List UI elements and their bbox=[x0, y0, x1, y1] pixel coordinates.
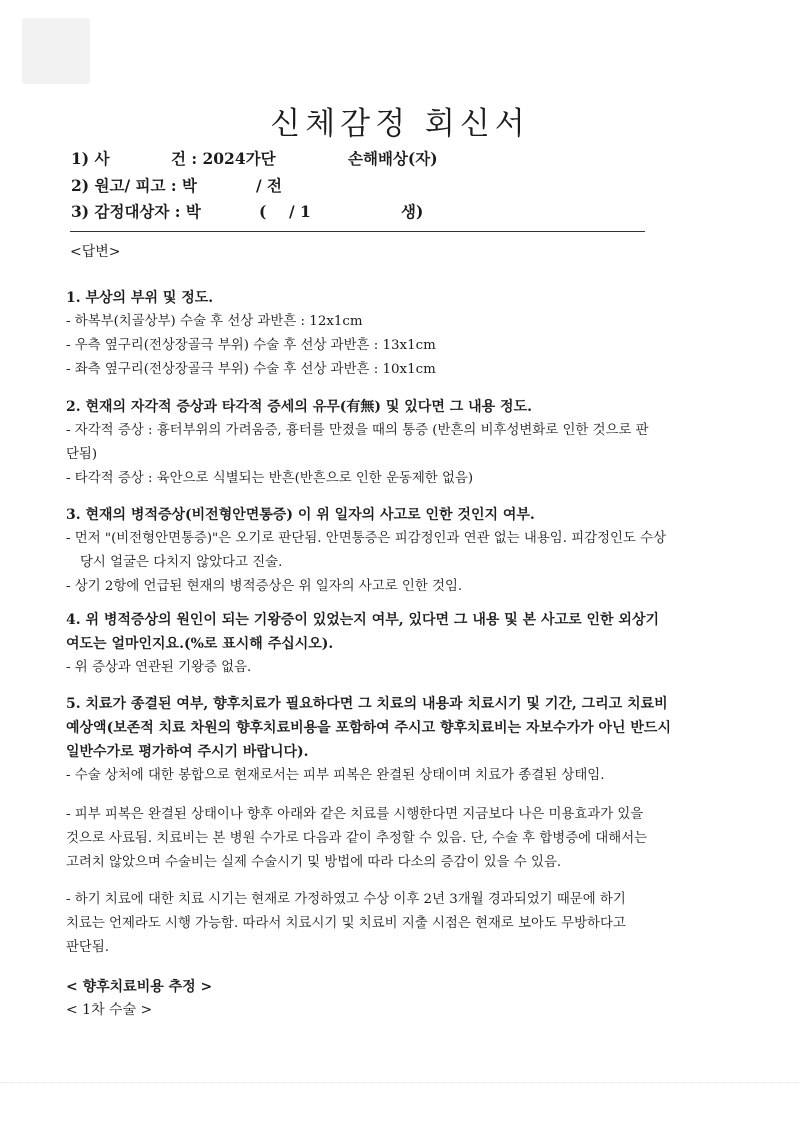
section-5 bbox=[66, 692, 738, 788]
estimate-heading: < 향후치료비용 추정 > bbox=[66, 979, 213, 995]
section-line: - 좌측 옆구리(전상장골극 부위) 수술 후 선상 과반흔 : 10x1cm bbox=[66, 362, 436, 377]
header-divider bbox=[70, 231, 645, 232]
section-line: - 우측 옆구리(전상장골극 부위) 수술 후 선상 과반흔 : 13x1cm bbox=[66, 338, 436, 353]
subject-label: 3) 감정대상자 : 박 bbox=[71, 202, 201, 221]
document-title: 신체감정 회신서 bbox=[270, 106, 530, 142]
section-line: - 타각적 증상 : 육안으로 식별되는 반흔(반흔으로 인한 운동제한 없음) bbox=[66, 471, 474, 486]
section-3 bbox=[66, 503, 738, 599]
section-heading: 4. 위 병적증상의 원인이 되는 기왕증이 있었는지 여부, 있다면 그 내용 및 본 사고로 인한 외상기 bbox=[66, 612, 659, 628]
subject-open: ( bbox=[259, 202, 267, 221]
answer-label: <답변> bbox=[70, 244, 121, 260]
section-2 bbox=[66, 395, 738, 491]
section-heading: 2. 현재의 자각적 증상과 타각적 증세의 유무(有無) 및 있다면 그 내용 정도. bbox=[66, 399, 532, 415]
case-number: 건 : 2024가단 bbox=[171, 149, 276, 168]
paragraph-line: 판단됨. bbox=[66, 940, 110, 955]
section-heading: 1. 부상의 부위 및 정도. bbox=[66, 290, 214, 306]
defendant-name: / 전 bbox=[256, 175, 283, 195]
section-line: - 하복부(치골상부) 수술 후 선상 과반흔 : 12x1cm bbox=[66, 314, 363, 329]
treatment-paragraph bbox=[66, 803, 738, 875]
subject-birth: / 1 bbox=[289, 202, 311, 221]
section-heading: 5. 치료가 종결된 여부, 향후치료가 필요하다면 그 치료의 내용과 치료시기 및 기간, 그리고 치료비 bbox=[66, 696, 668, 712]
paragraph-line: - 피부 피복은 완결된 상태이나 향후 아래와 같은 치료를 시행한다면 지금보다 나은 미용효과가 있을 bbox=[66, 807, 644, 822]
section-heading: 3. 현재의 병적증상(비전형안면통증) 이 위 일자의 사고로 인한 것인지 여부. bbox=[66, 507, 535, 523]
section-line: 당시 얼굴은 다치지 않았다고 진술. bbox=[80, 555, 283, 570]
case-type: 손해배상(자) bbox=[348, 149, 438, 168]
estimate-subheading: < 1차 수술 > bbox=[66, 1002, 153, 1018]
section-line: - 수술 상처에 대한 봉합으로 현재로서는 피부 피복은 완결된 상태이며 치료가 종결된 상태임. bbox=[66, 768, 605, 783]
paragraph-line: 치료는 언제라도 시행 가능함. 따라서 치료시기 및 치료비 지출 시점은 현재로 보아도 무방하다고 bbox=[66, 916, 626, 931]
case-row-2 bbox=[71, 173, 471, 200]
paragraph-line: 고려치 않았으며 수술비는 실제 수술시기 및 방법에 따라 다소의 증감이 있을 수 있음. bbox=[66, 855, 562, 870]
scan-artifact bbox=[0, 1082, 800, 1084]
case-row-3 bbox=[71, 199, 471, 226]
case-row-1 bbox=[71, 146, 471, 173]
section-1 bbox=[66, 286, 738, 382]
subject-close: 생) bbox=[401, 202, 424, 221]
parties-label: 2) 원고/ 피고 : 박 bbox=[71, 175, 197, 195]
paragraph-line: 것으로 사료됨. 치료비는 본 병원 수가로 다음과 같이 추정할 수 있음. 단, 수술 후 합병증에 대해서는 bbox=[66, 831, 648, 846]
paragraph-line: - 하기 치료에 대한 치료 시기는 현재로 가정하였고 수상 이후 2년 3개월 경과되었기 때문에 하기 bbox=[66, 892, 626, 907]
section-line: - 자각적 증상 : 흉터부위의 가려움증, 흉터를 만졌을 때의 통증 (반흔의 비후성변화로 인한 것으로 판 bbox=[66, 423, 649, 438]
section-4 bbox=[66, 608, 738, 680]
section-heading-cont: 예상액(보존적 치료 차원의 향후치료비용을 포함하여 주시고 향후치료비는 자보수가가 아닌 반드시 bbox=[66, 720, 671, 736]
section-line: - 상기 2항에 언급된 현재의 병적증상은 위 일자의 사고로 인한 것임. bbox=[66, 579, 463, 594]
section-line: - 위 증상과 연관된 기왕증 없음. bbox=[66, 660, 252, 675]
section-heading-cont: 일반수가로 평가하여 주시기 바랍니다). bbox=[66, 744, 309, 760]
section-line: - 먼저 "(비전형안면통증)"은 오기로 판단됨. 안면통증은 피감정인과 연관 없는 내용임. 피감정인도 수상 bbox=[66, 531, 667, 546]
section-heading-cont: 여도는 얼마인지요.(%로 표시해 주십시오). bbox=[66, 636, 334, 652]
case-label: 1) 사 bbox=[71, 149, 110, 168]
case-info bbox=[71, 146, 471, 226]
redacted-stamp-area bbox=[22, 18, 90, 84]
timing-paragraph bbox=[66, 888, 738, 960]
section-line: 단됨) bbox=[66, 447, 98, 462]
